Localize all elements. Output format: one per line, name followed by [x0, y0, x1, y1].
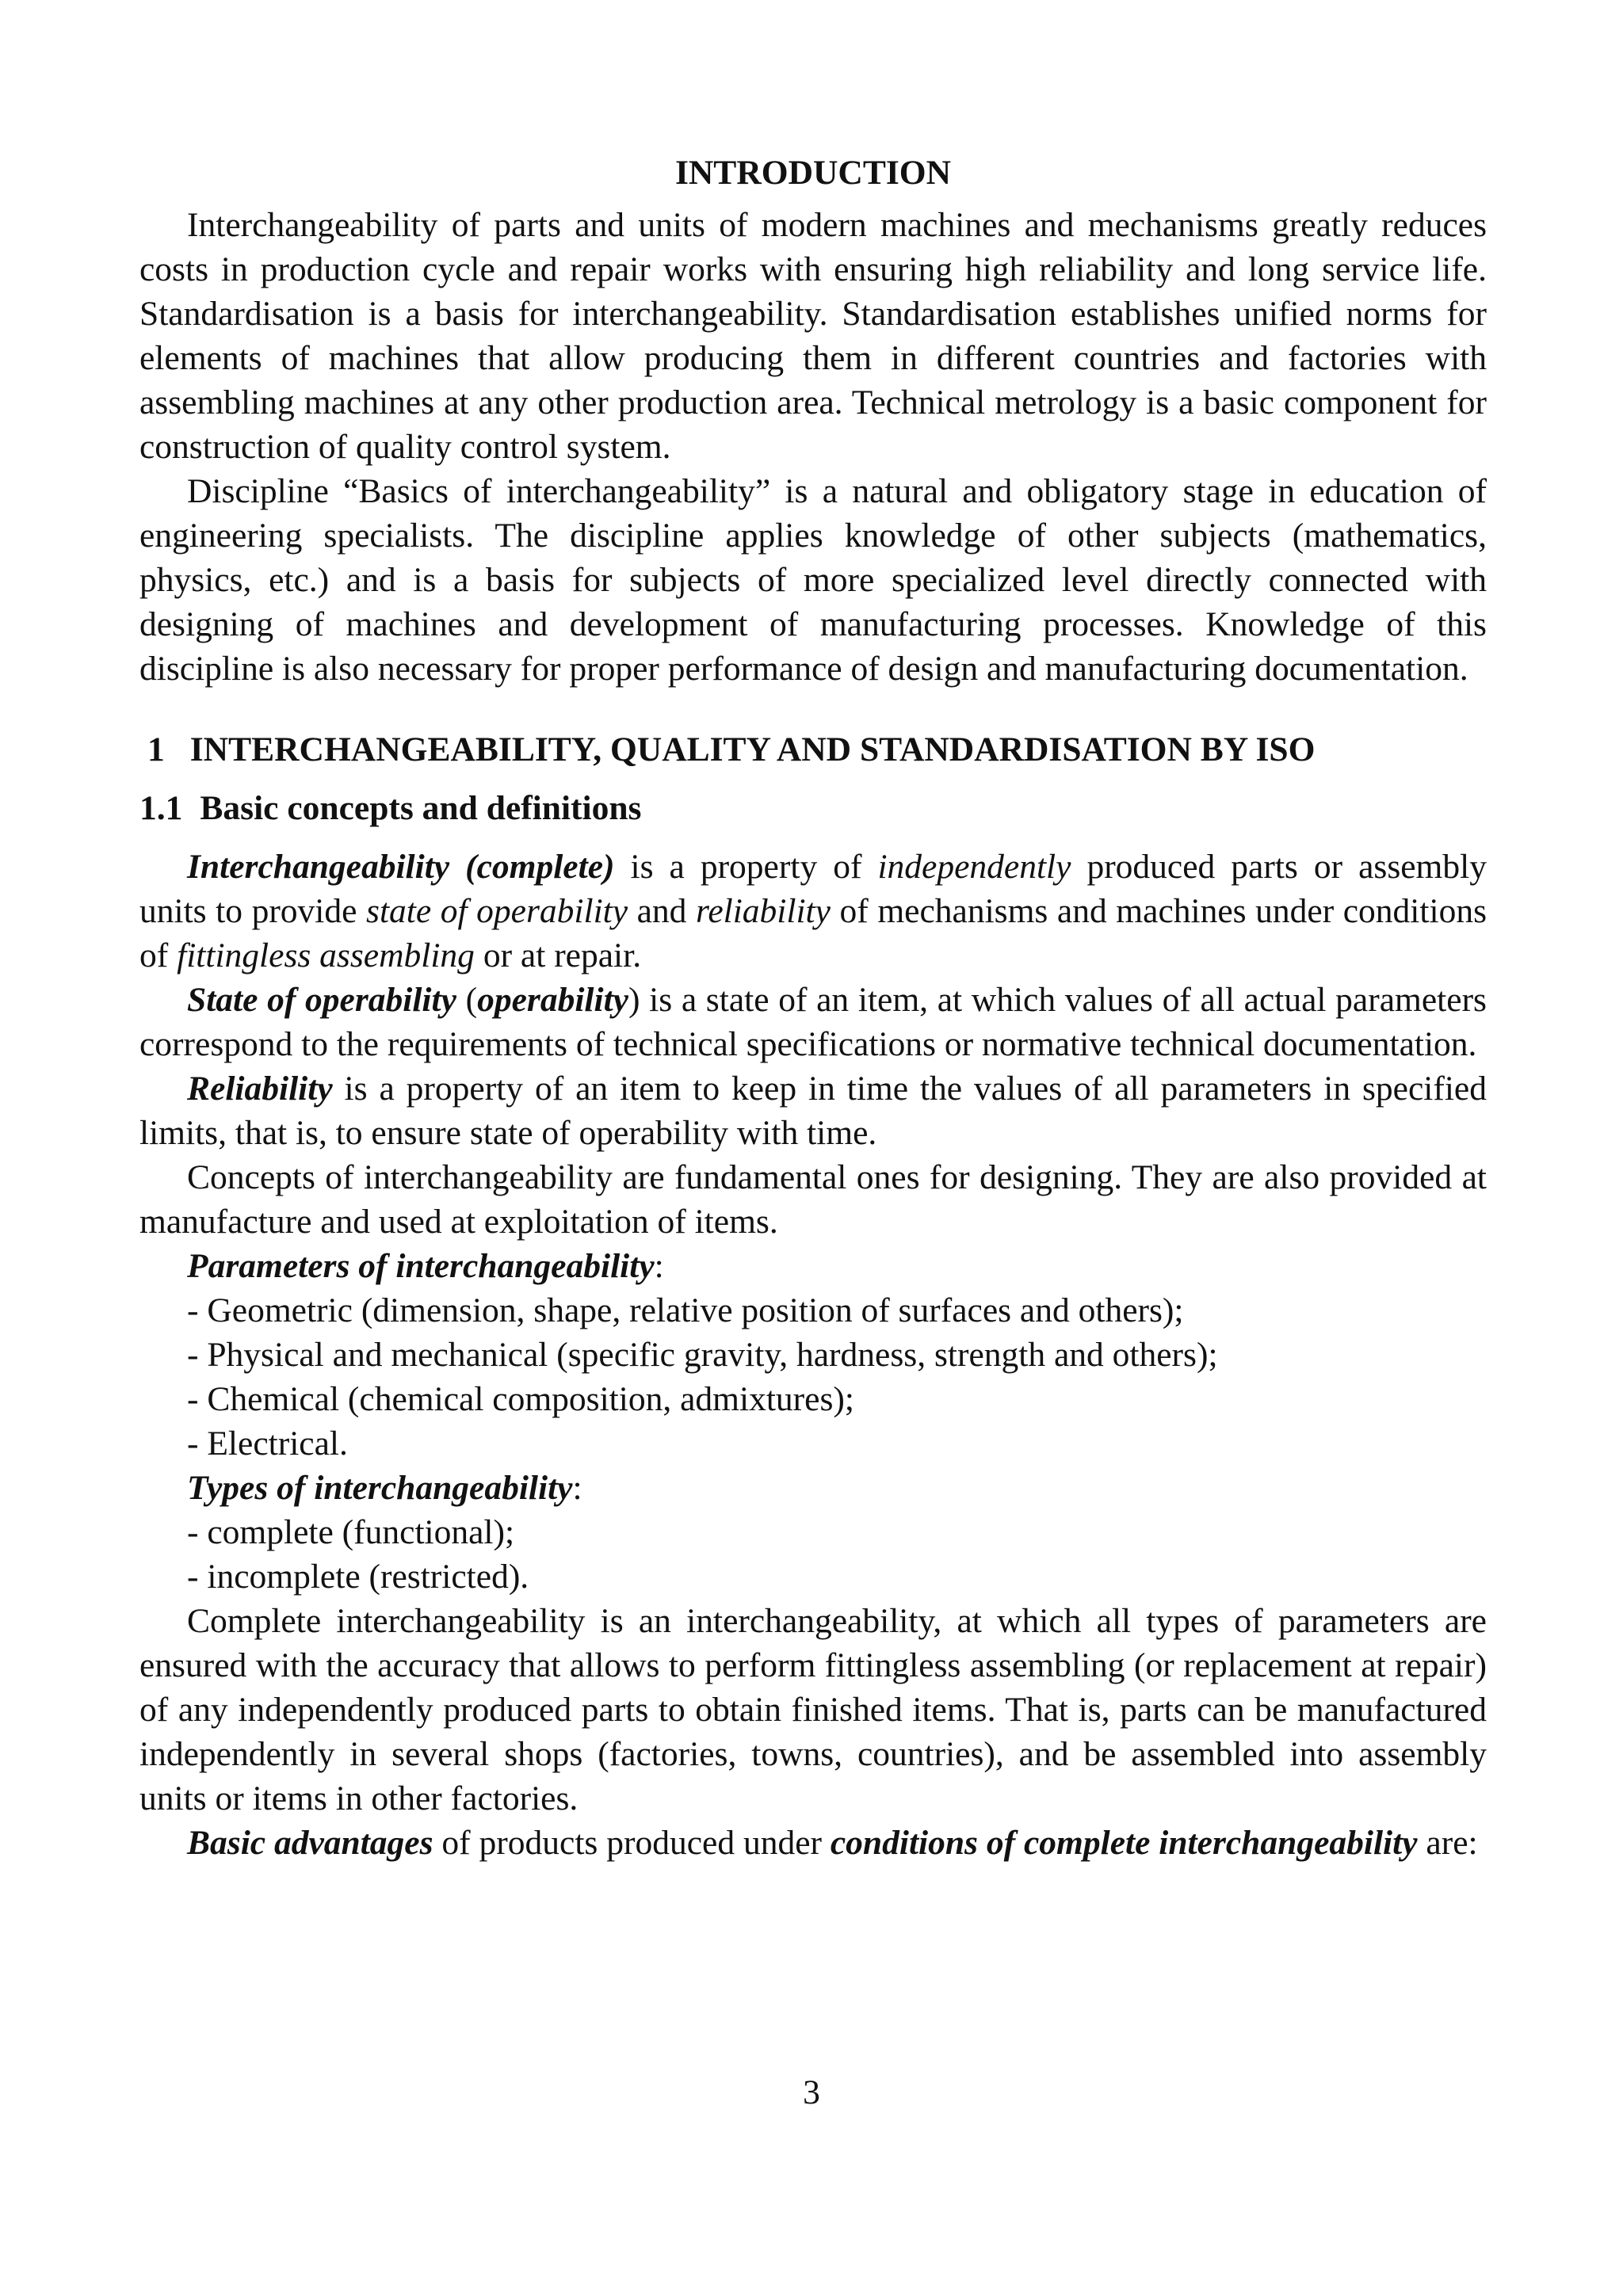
page-body: [139, 151, 1487, 1865]
advantages-paragraph: [139, 1821, 1487, 1865]
colon: :: [572, 1469, 582, 1507]
section-title: INTERCHANGEABILITY, QUALITY AND STANDARDISATION BY ISO: [189, 730, 1316, 769]
definition-text: ) is a state of an item, at which values of all actual parameters correspond to the requirements of technical specifications or normative technical documentation.: [139, 981, 1487, 1063]
parameters-heading: [139, 1244, 1487, 1288]
list-item: - incomplete (restricted).: [187, 1558, 529, 1596]
concepts-paragraph: Concepts of interchangeability are fundamental ones for designing. They are also provided at manufacture and used at exploitation of items.: [139, 1158, 1487, 1241]
intro-paragraph-1: Interchangeability of parts and units of modern machines and mechanisms greatly reduces costs in production cycle and repair works with ensuring high reliability and long service life. Standardisation is a basis for interchangeability. Standardisation establishes unified norms for elements of machines that allow producing them in different countries and factories with assembling machines at any other production area. Technical metrology is a basic component for construction of quality control system.: [139, 206, 1487, 466]
list-item: - Geometric (dimension, shape, relative position of surfaces and others);: [187, 1291, 1184, 1329]
emphasis-text: state of operability: [366, 892, 628, 930]
complete-interchangeability-paragraph: Complete interchangeability is an interchangeability, at which all types of parameters are ensured with the accuracy that allows to perform fittingless assembling (or replacement at repair) of any independently produced parts to obtain finished items. That is, parts can be manufactured independently in several shops (factories, towns, countries), and be assembled into assembly units or items in other factories.: [139, 1602, 1487, 1817]
term-basic-advantages: Basic advantages: [187, 1824, 433, 1862]
definition-text: is a property of: [614, 848, 878, 886]
term-complete-interchangeability: conditions of complete interchangeability: [830, 1824, 1418, 1862]
definition-text: are:: [1417, 1824, 1478, 1862]
definition-interchangeability: [139, 845, 1487, 978]
definition-text: produced parts or assembly units to provide: [139, 848, 1487, 930]
list-item: - Physical and mechanical (specific gravity, hardness, strength and others);: [187, 1336, 1218, 1374]
subsection-number: 1.1: [139, 789, 183, 827]
definition-text: is a property of an item to keep in time the values of all parameters in specified limits, that is, to ensure state of operability with time.: [139, 1070, 1487, 1152]
emphasis-text: independently: [877, 848, 1071, 886]
page-number: 3: [803, 2073, 820, 2111]
term-interchangeability: Interchangeability (complete): [187, 848, 615, 886]
emphasis-text: reliability: [696, 892, 831, 930]
section-number: 1: [147, 730, 165, 769]
term-state-of-operability: State of operability: [187, 981, 456, 1019]
parameters-heading-text: Parameters of interchangeability: [187, 1247, 655, 1285]
list-item: - complete (functional);: [187, 1513, 515, 1551]
intro-paragraph-2: Discipline “Basics of interchangeability” is a natural and obligatory stage in education of engineering specialists. The discipline applies knowledge of other subjects (mathematics, physics, etc.) and is a basis for subjects of more specialized level directly connected with designing of machines and development of manufacturing processes. Knowledge of this discipline is also necessary for proper performance of design and manufacturing documentation.: [139, 472, 1487, 688]
definition-text: and: [628, 892, 696, 930]
types-heading-text: Types of interchangeability: [187, 1469, 573, 1507]
definition-reliability: [139, 1066, 1487, 1155]
subsection-heading: [139, 786, 1487, 830]
term-reliability: Reliability: [187, 1070, 333, 1108]
list-item: - Electrical.: [187, 1425, 348, 1463]
definition-operability: [139, 978, 1487, 1066]
types-heading: [139, 1466, 1487, 1510]
definition-text: or at repair.: [474, 936, 642, 974]
definition-text: of mechanisms and machines under conditions of: [139, 892, 1487, 974]
definition-text: (: [456, 981, 478, 1019]
section-heading: [139, 727, 1487, 772]
subsection-title: Basic concepts and definitions: [200, 789, 642, 827]
colon: :: [654, 1247, 664, 1285]
definition-text: of products produced under: [433, 1824, 831, 1862]
term-operability: operability: [477, 981, 628, 1019]
list-item: - Chemical (chemical composition, admixtures);: [187, 1380, 854, 1418]
emphasis-text: fittingless assembling: [177, 936, 475, 974]
page-title: INTRODUCTION: [674, 154, 952, 192]
